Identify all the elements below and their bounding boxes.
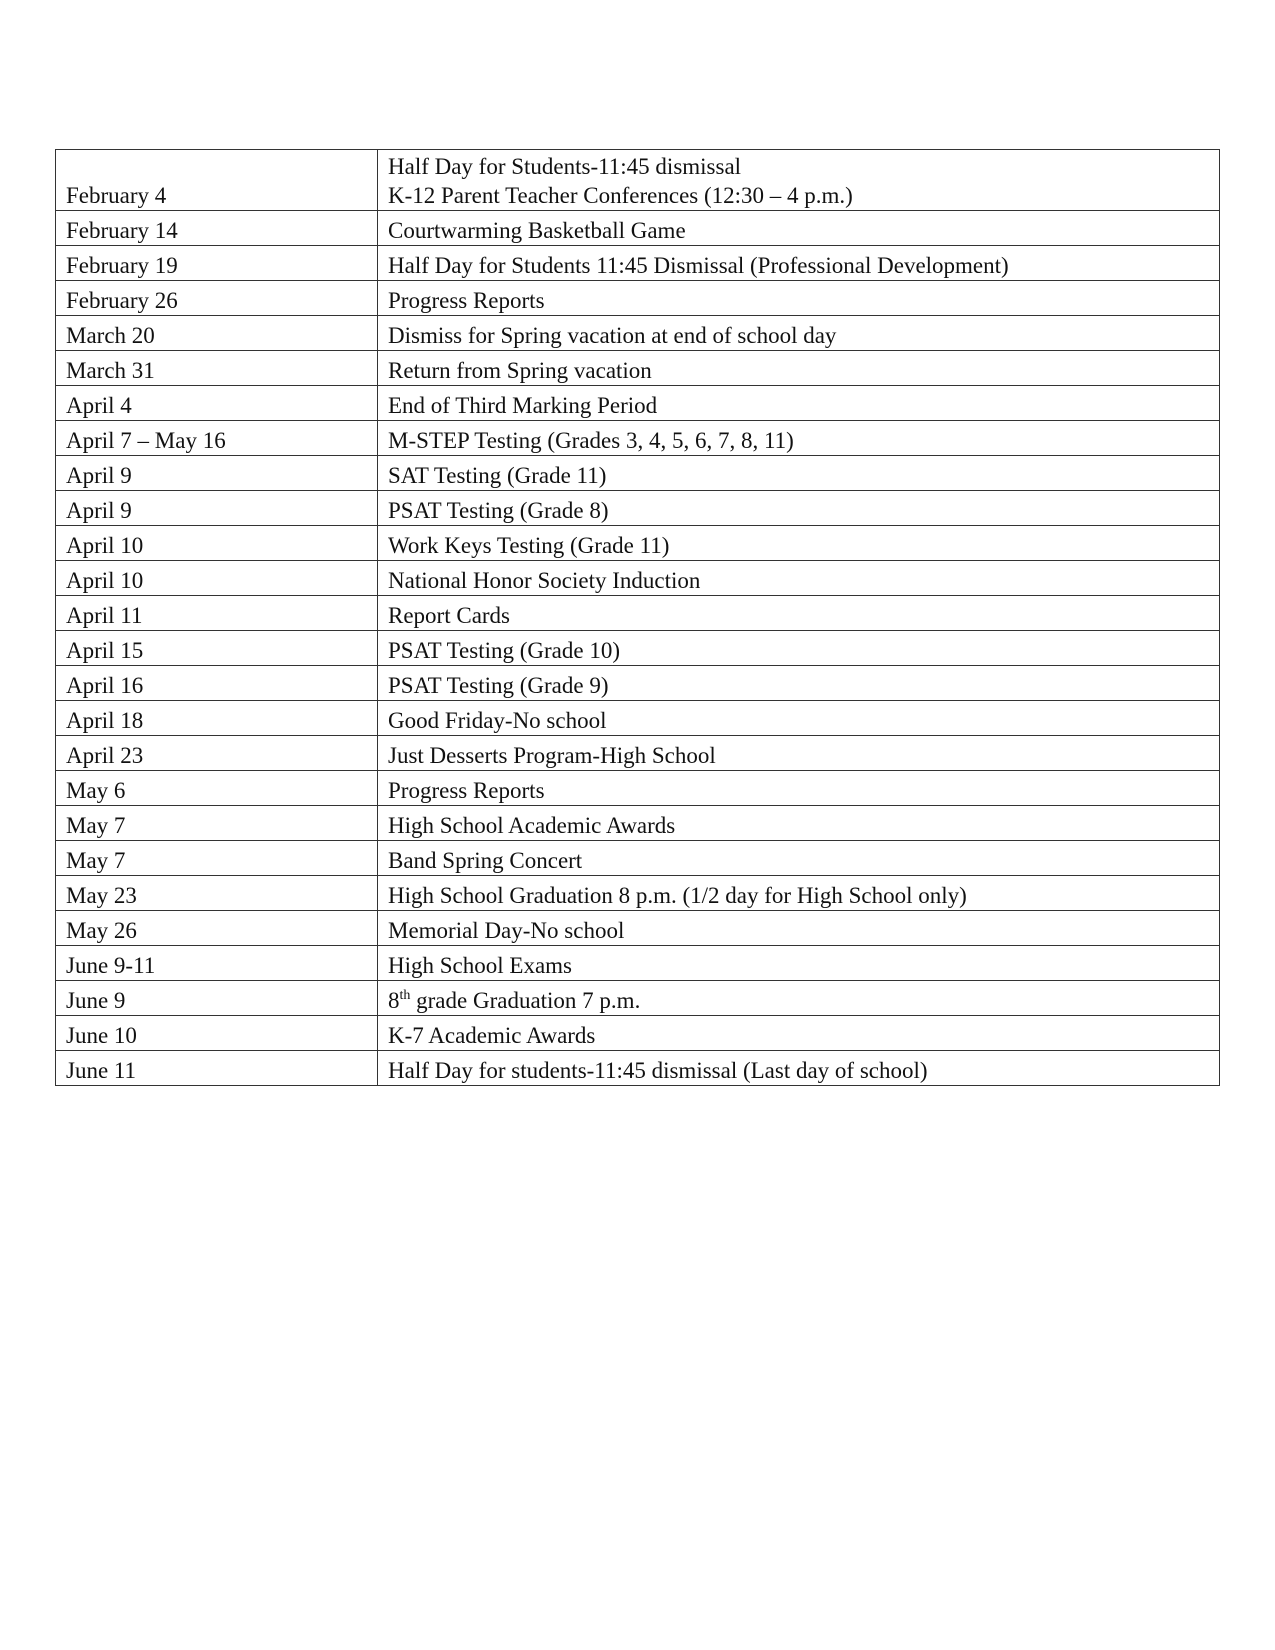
table-row [56, 596, 1220, 631]
event-cell: Dismiss for Spring vacation at end of school day [378, 316, 1220, 351]
event-ordinal-number: 8 [388, 988, 400, 1013]
date-cell: April 16 [56, 666, 378, 701]
event-cell: PSAT Testing (Grade 9) [378, 666, 1220, 701]
date-cell: May 26 [56, 911, 378, 946]
ordinal-suffix: th [399, 988, 411, 1003]
table-row [56, 351, 1220, 386]
date-cell: February 19 [56, 246, 378, 281]
event-cell: SAT Testing (Grade 11) [378, 456, 1220, 491]
table-row [56, 526, 1220, 561]
table-row [56, 876, 1220, 911]
event-cell: Good Friday-No school [378, 701, 1220, 736]
date-cell: April 10 [56, 526, 378, 561]
event-cell: M-STEP Testing (Grades 3, 4, 5, 6, 7, 8, 11) [378, 421, 1220, 456]
table-row [56, 316, 1220, 351]
table-row [56, 631, 1220, 666]
date-cell: February 14 [56, 211, 378, 246]
table-row [56, 841, 1220, 876]
date-cell: April 9 [56, 456, 378, 491]
table-row [56, 806, 1220, 841]
table-row [56, 211, 1220, 246]
event-line: Half Day for Students-11:45 dismissal [388, 154, 742, 179]
event-line: K-12 Parent Teacher Conferences (12:30 – 4 p.m.) [388, 183, 853, 208]
event-cell: Half Day for students-11:45 dismissal (Last day of school) [378, 1051, 1220, 1086]
table-row [56, 491, 1220, 526]
event-cell: PSAT Testing (Grade 8) [378, 491, 1220, 526]
event-cell: Report Cards [378, 596, 1220, 631]
event-cell: Courtwarming Basketball Game [378, 211, 1220, 246]
event-cell [378, 981, 1220, 1016]
date-cell: April 15 [56, 631, 378, 666]
event-cell: K-7 Academic Awards [378, 1016, 1220, 1051]
date-cell: June 10 [56, 1016, 378, 1051]
event-cell: Return from Spring vacation [378, 351, 1220, 386]
event-cell: High School Exams [378, 946, 1220, 981]
table-row [56, 946, 1220, 981]
table-row [56, 561, 1220, 596]
table-row [56, 281, 1220, 316]
date-cell: April 23 [56, 736, 378, 771]
table-row [56, 150, 1220, 211]
table-row [56, 981, 1220, 1016]
table-row [56, 701, 1220, 736]
date-cell: April 11 [56, 596, 378, 631]
event-cell [378, 150, 1220, 211]
table-row [56, 736, 1220, 771]
table-row [56, 771, 1220, 806]
date-cell: March 31 [56, 351, 378, 386]
event-cell: Half Day for Students 11:45 Dismissal (Professional Development) [378, 246, 1220, 281]
date-cell: April 7 – May 16 [56, 421, 378, 456]
table-row [56, 1016, 1220, 1051]
date-cell: May 23 [56, 876, 378, 911]
table-row [56, 1051, 1220, 1086]
event-cell: Band Spring Concert [378, 841, 1220, 876]
date-cell: April 10 [56, 561, 378, 596]
table-row [56, 456, 1220, 491]
date-cell: June 11 [56, 1051, 378, 1086]
date-cell: February 4 [56, 150, 378, 211]
event-cell: End of Third Marking Period [378, 386, 1220, 421]
date-cell: May 7 [56, 806, 378, 841]
date-cell: June 9-11 [56, 946, 378, 981]
event-cell: High School Academic Awards [378, 806, 1220, 841]
date-cell: April 9 [56, 491, 378, 526]
table-row [56, 911, 1220, 946]
event-cell: National Honor Society Induction [378, 561, 1220, 596]
event-cell: Progress Reports [378, 771, 1220, 806]
date-cell: February 26 [56, 281, 378, 316]
table-row [56, 666, 1220, 701]
date-cell: May 6 [56, 771, 378, 806]
event-text: grade Graduation 7 p.m. [410, 988, 641, 1013]
event-cell: Memorial Day-No school [378, 911, 1220, 946]
table-row [56, 386, 1220, 421]
event-cell: Work Keys Testing (Grade 11) [378, 526, 1220, 561]
date-cell: June 9 [56, 981, 378, 1016]
date-cell: March 20 [56, 316, 378, 351]
date-cell: April 4 [56, 386, 378, 421]
table-row [56, 246, 1220, 281]
event-cell: PSAT Testing (Grade 10) [378, 631, 1220, 666]
school-calendar-table [55, 149, 1220, 1086]
date-cell: May 7 [56, 841, 378, 876]
date-cell: April 18 [56, 701, 378, 736]
event-cell: High School Graduation 8 p.m. (1/2 day for High School only) [378, 876, 1220, 911]
table-row [56, 421, 1220, 456]
event-cell: Progress Reports [378, 281, 1220, 316]
event-cell: Just Desserts Program-High School [378, 736, 1220, 771]
